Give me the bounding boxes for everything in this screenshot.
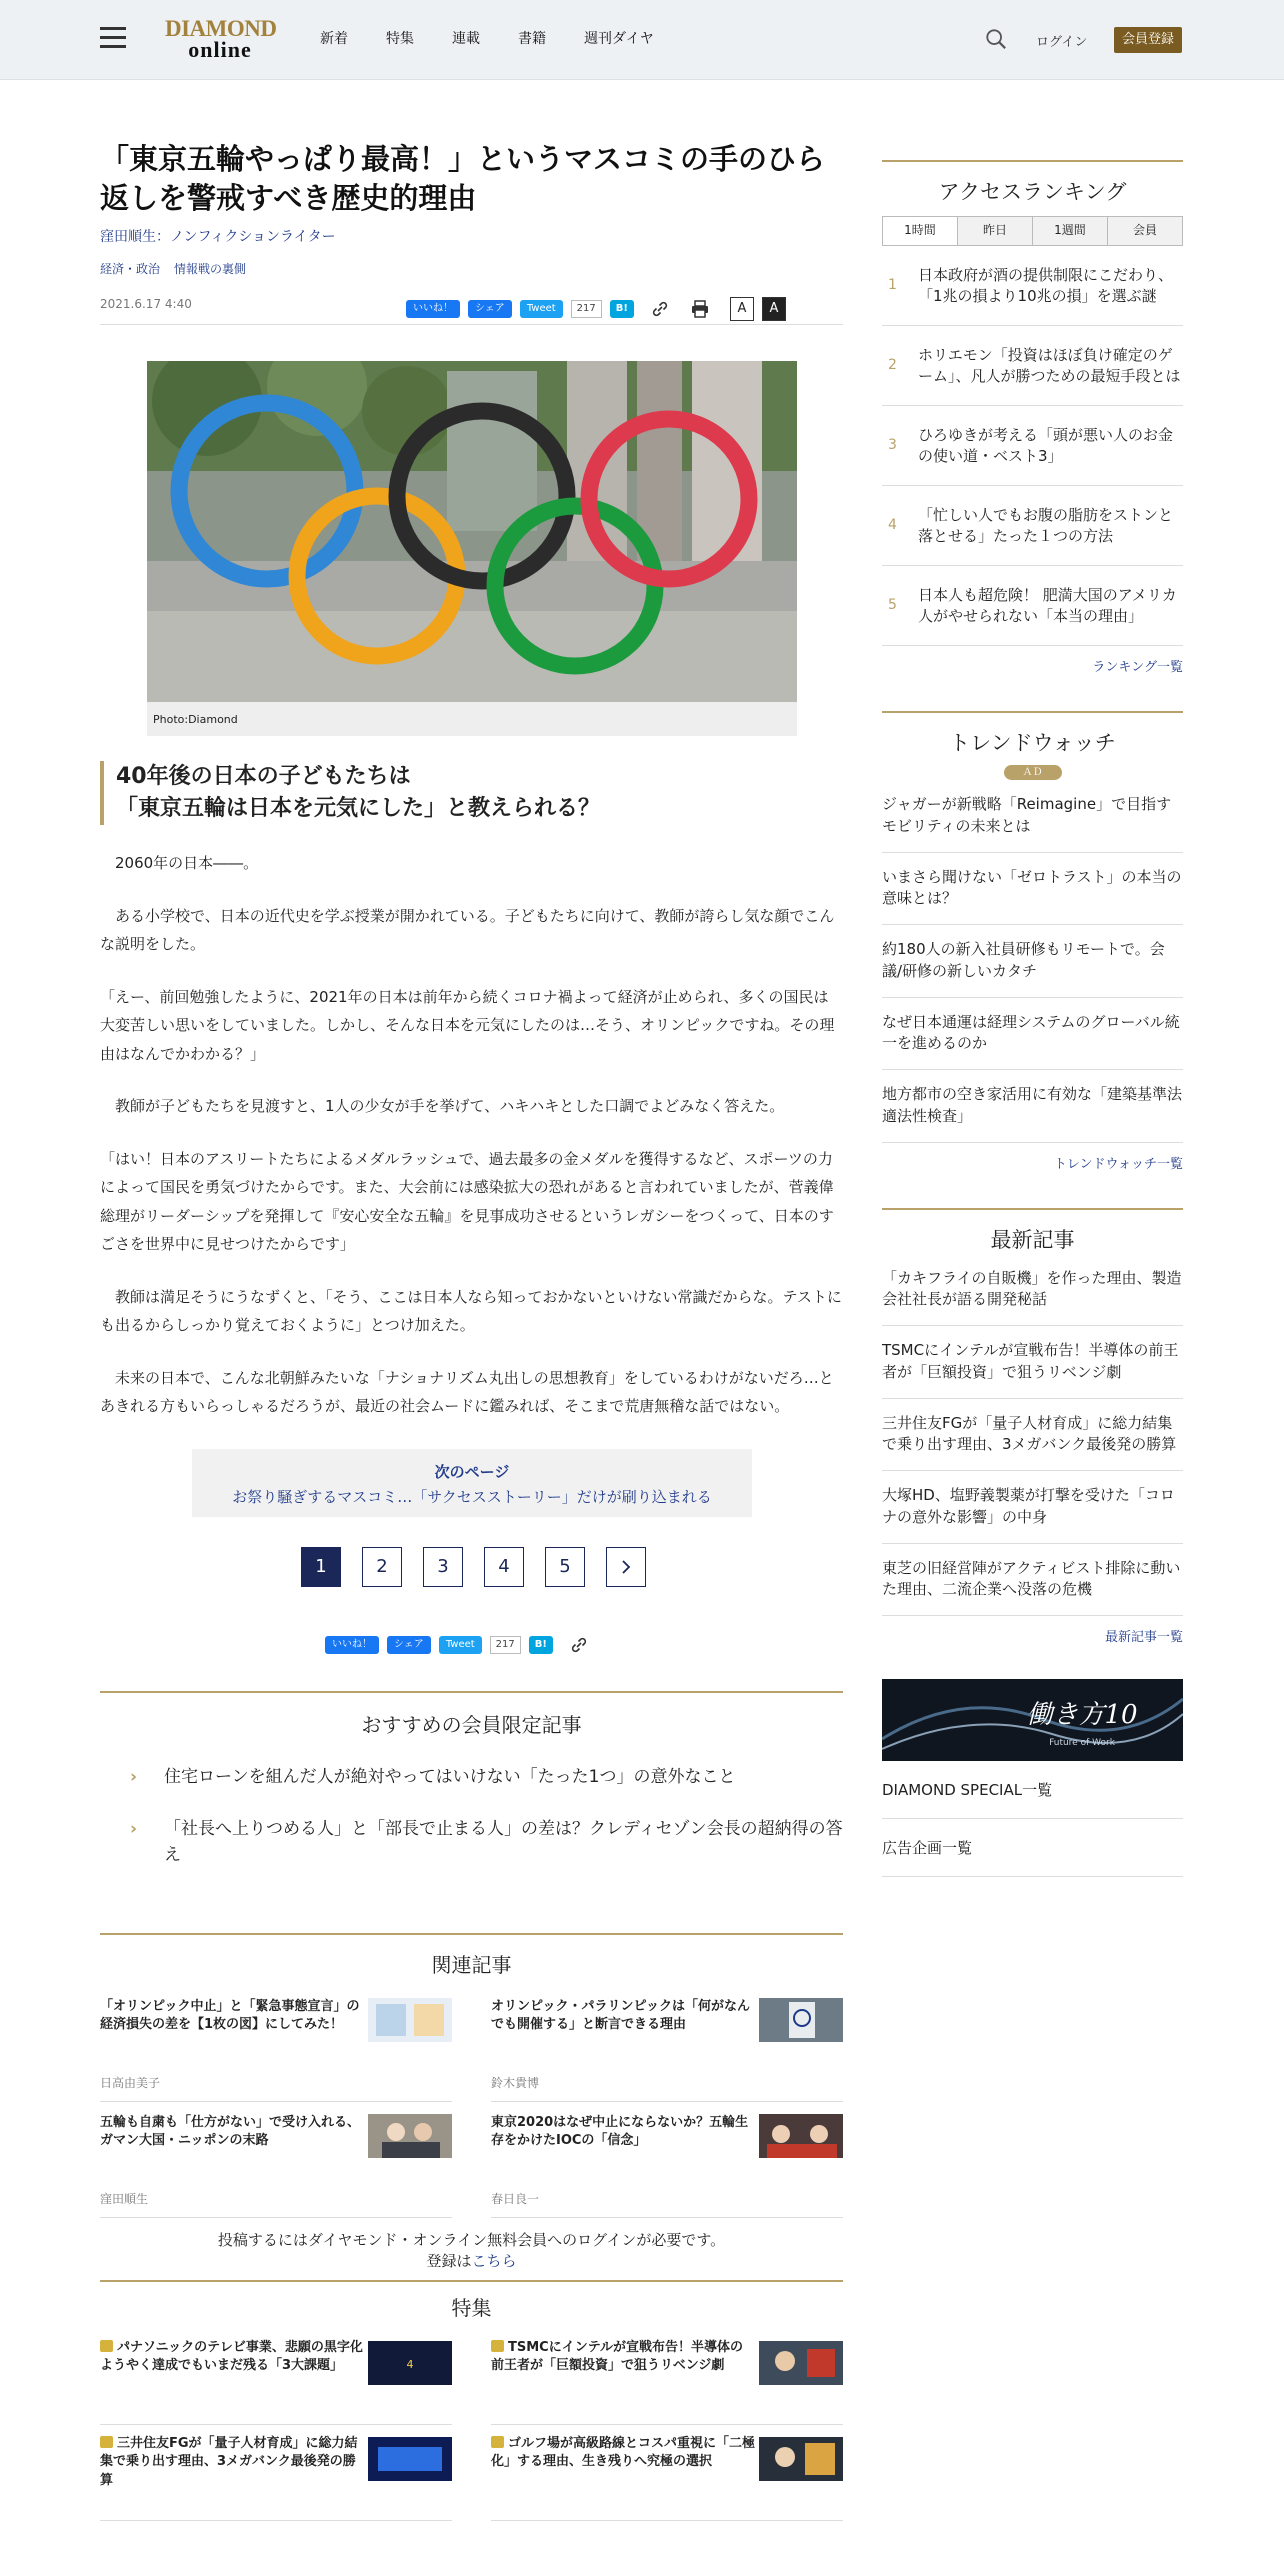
sidebar xyxy=(882,160,1183,1877)
feature-item[interactable] xyxy=(100,2425,452,2521)
page-button-5[interactable]: 5 xyxy=(545,1547,585,1587)
search-icon[interactable] xyxy=(985,28,1007,50)
rank-number: 3 xyxy=(888,436,897,453)
nav-item-feature[interactable]: 特集 xyxy=(386,31,414,47)
ranking-item[interactable] xyxy=(882,486,1183,566)
latest-item[interactable]: 三井住友FGが「量子人材育成」に総力結集で乗り出す理由、3メガバンク最後発の勝算 xyxy=(882,1399,1183,1472)
hatena-bookmark-button[interactable]: B! xyxy=(529,1636,553,1654)
feature-item-title: TSMCにインテルが宣戦布告！半導体の前王者が「巨額投資」で狙うリベンジ劇 xyxy=(491,2339,744,2374)
article-paragraph: 「えー、前回勉強したように、2021年の日本は前年から続くコロナ禍よって経済が止められ、多くの国民は大変苦しい思いをしていました。しかし、そんな日本を元気にしたのは…そう、オリンピックですね。その理由はなんでかわかる？」 xyxy=(100,987,835,1063)
tweet-count: 217 xyxy=(490,1636,521,1654)
article-categories xyxy=(100,260,843,277)
recommended-item[interactable] xyxy=(100,1764,843,1790)
recommended-section xyxy=(100,1691,843,1869)
main-nav xyxy=(320,28,654,48)
related-thumbnail xyxy=(368,1998,452,2042)
feature-item[interactable] xyxy=(100,2329,452,2425)
article-paragraph: 教師が子どもたちを見渡すと、1人の少女が手を挙げて、ハキハキとした口調でよどみなく答えた。 xyxy=(100,1097,785,1116)
nav-item-books[interactable]: 書籍 xyxy=(518,31,546,47)
feature-thumbnail xyxy=(368,2341,452,2385)
article-paragraph: 「はい！日本のアスリートたちによるメダルラッシュで、過去最多の金メダルを獲得するなど、スポーツの力によって国民を勇気づけたからです。また、大会前には感染拡大の恐れがあると言われていましたが、菅義偉総理がリーダーシップを発揮して『安心安全な五輪』を見事成功させるというレガシーをつくって、日本のすごさを世界中に見せつけたからです」 xyxy=(100,1149,834,1254)
pagination xyxy=(301,1547,843,1587)
article-main xyxy=(100,140,843,2521)
ranking-item[interactable] xyxy=(882,246,1183,326)
related-item[interactable] xyxy=(491,2102,843,2218)
print-icon[interactable] xyxy=(690,299,710,319)
related-item-author: 春日良一 xyxy=(491,2191,540,2206)
page-button-1[interactable]: 1 xyxy=(301,1547,341,1587)
latest-item[interactable]: 大塚HD、塩野義製薬が打撃を受けた「コロナの意外な影響」の中身 xyxy=(882,1471,1183,1544)
ranking-item-title: 日本人も超危険！ 肥満大国のアメリカ人がやせられない「本当の理由」 xyxy=(918,585,1177,625)
post-login-text: 投稿するにはダイヤモンド・オンライン無料会員へのログインが必要です。 xyxy=(217,2230,726,2249)
next-page-box[interactable] xyxy=(192,1449,752,1517)
rank-number: 1 xyxy=(888,276,897,293)
photo-credit: Photo:Diamond xyxy=(153,713,238,727)
banner-subtitle: Future of Work xyxy=(1049,1738,1115,1748)
diamond-special-link[interactable]: DIAMOND SPECIAL一覧 xyxy=(882,1761,1183,1819)
nav-item-series[interactable]: 連載 xyxy=(452,31,480,47)
related-item-title: 東京2020はなぜ中止にならないか？五輪生存をかけたIOCの「信念」 xyxy=(491,2114,749,2149)
latest-item[interactable]: 「カキフライの自販機」を作った理由、製造会社社長が語る開発秘話 xyxy=(882,1254,1183,1327)
related-item[interactable] xyxy=(100,2102,452,2218)
page-button-4[interactable]: 4 xyxy=(484,1547,524,1587)
share-bar xyxy=(406,297,786,321)
subheading-line-2: 「東京五輪は日本を元気にした」と教えられる？ xyxy=(116,796,601,822)
latest-heading: 最新記事 xyxy=(990,1227,1075,1252)
register-prefix: 登録は xyxy=(426,2251,472,2270)
latest-item[interactable]: TSMCにインテルが宣戦布告！半導体の前王者が「巨額投資」で狙うリベンジ劇 xyxy=(882,1326,1183,1399)
article-paragraph: 教師は満足そうにうなずくと、「そう、ここは日本人なら知っておかないといけない常識だからな。テストにも出るからしっかり覚えておくように」とつけ加えた。 xyxy=(100,1287,842,1335)
feature-grid xyxy=(100,2329,843,2521)
feature-thumbnail xyxy=(759,2341,843,2385)
lock-icon xyxy=(491,2436,504,2448)
article-author[interactable]: 窪田順生：ノンフィクションライター xyxy=(100,229,336,246)
ad-planning-link[interactable]: 広告企画一覧 xyxy=(882,1819,1183,1877)
recommended-item-title: 「社長へ上りつめる人」と「部長で止まる人」の差は？クレディセゾン会長の超納得の答え xyxy=(164,1818,843,1866)
ranking-item-title: ひろゆきが考える「頭が悪い人のお金の使い道・ベスト3」 xyxy=(918,425,1174,465)
ranking-item[interactable] xyxy=(882,406,1183,486)
nav-item-weekly[interactable]: 週刊ダイヤ xyxy=(584,31,654,47)
next-page-button[interactable] xyxy=(606,1547,646,1587)
related-item-author: 窪田順生 xyxy=(100,2191,149,2206)
facebook-like-button[interactable]: いいね！ xyxy=(325,1636,379,1654)
logo-text-bottom: online xyxy=(188,37,252,62)
login-link[interactable]: ログイン xyxy=(1036,35,1088,50)
page-button-2[interactable]: 2 xyxy=(362,1547,402,1587)
related-item-author: 日高由美子 xyxy=(100,2075,161,2090)
rank-number: 4 xyxy=(888,516,897,533)
article-paragraph: 2060年の日本――。 xyxy=(100,854,259,873)
ranking-item-title: 日本政府が酒の提供制限にこだわり、「1兆の損より10兆の損」を選ぶ謎 xyxy=(918,265,1174,305)
feature-thumbnail xyxy=(759,2437,843,2481)
facebook-like-button[interactable]: いいね！ xyxy=(406,300,460,318)
ranking-item-title: ホリエモン「投資はほぼ負け確定のゲーム」、凡人が勝つための最短手段とは xyxy=(918,345,1181,385)
banner-title: 働き方10 xyxy=(1026,1700,1138,1730)
lock-icon xyxy=(100,2436,113,2448)
chevron-right-icon: › xyxy=(130,1766,138,1787)
ranking-box xyxy=(882,160,1183,675)
article-body xyxy=(100,849,843,1421)
article-paragraph: 未来の日本で、こんな北朝鮮みたいな「ナショナリズム丸出しの思想教育」をしているわけがないだろ…とあきれる方もいらっしゃるだろうが、最近の社会ムードに鑑みれば、そこまで荒唐無稽な話ではない。 xyxy=(100,1368,834,1416)
ranking-item-title: 「忙しい人でもお腹の脂肪をストンと落とせる」たった１つの方法 xyxy=(918,505,1174,545)
related-item-author: 鈴木貴博 xyxy=(491,2075,540,2090)
latest-more-link[interactable]: 最新記事一覧 xyxy=(1104,1630,1183,1645)
tab-yesterday[interactable]: 昨日 xyxy=(957,217,1032,245)
trend-heading: トレンドウォッチ xyxy=(949,731,1116,755)
facebook-share-button[interactable]: シェア xyxy=(468,300,512,318)
related-item-title: 「オリンピック中止」と「緊急事態宣言」の経済損失の差を【1枚の図】にしてみた！ xyxy=(100,1998,360,2033)
post-login-note xyxy=(100,2230,843,2272)
tab-member[interactable]: 会員 xyxy=(1107,217,1182,245)
rank-number: 2 xyxy=(888,356,897,373)
feature-item-title: ゴルフ場が高級路線とコスパ重視に「二極化」する理由、生き残りへ究極の選択 xyxy=(491,2435,756,2470)
share-bar-bottom xyxy=(325,1635,843,1655)
hamburger-menu-icon[interactable] xyxy=(100,27,126,51)
tweet-button[interactable]: Tweet xyxy=(520,300,563,318)
logo-text-top: DIAMOND xyxy=(165,16,277,41)
font-size-small-button[interactable]: A xyxy=(730,297,754,321)
recommended-item[interactable] xyxy=(100,1816,843,1869)
next-page-title[interactable]: お祭り騒ぎするマスコミ…「サクセスストーリー」だけが刷り込まれる xyxy=(232,1487,712,1506)
register-here-link[interactable]: こちら xyxy=(471,2251,517,2270)
related-thumbnail xyxy=(368,2114,452,2158)
future-of-work-banner[interactable] xyxy=(882,1679,1183,1761)
feature-section xyxy=(100,2280,843,2521)
related-item-title: 五輪も自粛も「仕方がない」で受け入れる、ガマン大国・ニッポンの末路 xyxy=(100,2114,361,2149)
trend-item[interactable]: なぜ日本通運は経理システムのグローバル統一を進めるのか xyxy=(882,998,1183,1071)
ad-badge: ＡＤ xyxy=(1004,765,1062,780)
site-header xyxy=(0,0,1284,80)
related-thumbnail xyxy=(759,2114,843,2158)
lock-icon xyxy=(491,2340,504,2352)
trend-more-link[interactable]: トレンドウォッチ一覧 xyxy=(1053,1156,1183,1172)
related-grid xyxy=(100,1986,843,2218)
feature-item-title: 三井住友FGが「量子人材育成」に総力結集で乗り出す理由、3メガバンク最後発の勝算 xyxy=(100,2435,358,2489)
facebook-share-button[interactable]: シェア xyxy=(387,1636,431,1654)
subheading-line-1: 40年後の日本の子どもたちは xyxy=(116,764,411,790)
recommended-heading: おすすめの会員限定記事 xyxy=(361,1712,582,1737)
trend-item[interactable]: 地方都市の空き家活用に有効な「建築基準法適法性検査」 xyxy=(882,1070,1183,1143)
ranking-more-link[interactable]: ランキング一覧 xyxy=(1092,660,1183,675)
article-meta-row xyxy=(100,287,843,325)
page-button-3[interactable]: 3 xyxy=(423,1547,463,1587)
feature-item[interactable] xyxy=(491,2425,843,2521)
nav-item-new[interactable]: 新着 xyxy=(320,31,348,47)
svg-text:4: 4 xyxy=(406,2357,414,2371)
tab-1week[interactable]: 1週間 xyxy=(1032,217,1107,245)
ranking-tabs xyxy=(882,216,1183,246)
related-section xyxy=(100,1933,843,2272)
related-heading: 関連記事 xyxy=(431,1952,512,1977)
ranking-item[interactable] xyxy=(882,326,1183,406)
font-size-large-button[interactable]: A xyxy=(762,297,786,321)
lock-icon xyxy=(100,2340,113,2352)
register-button[interactable]: 会員登録 xyxy=(1114,27,1182,53)
link-icon[interactable] xyxy=(650,299,670,319)
trend-box xyxy=(882,711,1183,1172)
rank-number: 5 xyxy=(888,596,897,613)
latest-item[interactable]: 東芝の旧経営陣がアクティビスト排除に動いた理由、二流企業へ没落の危機 xyxy=(882,1544,1183,1617)
trend-item[interactable]: いまさら聞けない「ゼロトラスト」の本当の意味とは？ xyxy=(882,853,1183,926)
article-subheading xyxy=(100,761,843,825)
category-link[interactable]: 経済・政治 xyxy=(100,262,161,277)
link-icon[interactable] xyxy=(569,1635,589,1655)
tab-1hour[interactable]: 1時間 xyxy=(883,217,957,245)
ranking-heading: アクセスランキング xyxy=(938,180,1127,204)
related-thumbnail xyxy=(759,1998,843,2042)
feature-item-title: パナソニックのテレビ事業、悲願の黒字化ようやく達成でもいまだ残る「3大課題」 xyxy=(100,2339,363,2374)
article-title: 「東京五輪やっぱり最高！」というマスコミの手のひら返しを警戒すべき歴史的理由 xyxy=(100,142,826,216)
chevron-right-icon xyxy=(619,1560,633,1574)
olympic-rings-image xyxy=(147,361,797,702)
trend-item[interactable]: 約180人の新入社員研修もリモートで。会議/研修の新しいカタチ xyxy=(882,925,1183,998)
feature-thumbnail xyxy=(368,2437,452,2481)
article-date: 2021.6.17 4:40 xyxy=(100,297,192,312)
feature-item[interactable] xyxy=(491,2329,843,2425)
category-link[interactable]: 情報戦の裏側 xyxy=(174,262,247,277)
hatena-bookmark-button[interactable]: B! xyxy=(610,300,634,318)
article-paragraph: ある小学校で、日本の近代史を学ぶ授業が開かれている。子どもたちに向けて、教師が誇らし気な顔でこんな説明をした。 xyxy=(100,906,835,954)
chevron-right-icon: › xyxy=(130,1818,138,1839)
article-photo xyxy=(147,361,797,736)
next-page-label: 次のページ xyxy=(434,1462,510,1481)
latest-box xyxy=(882,1208,1183,1646)
recommended-item-title: 住宅ローンを組んだ人が絶対やってはいけない「たった1つ」の意外なこと xyxy=(164,1766,736,1787)
site-logo[interactable] xyxy=(165,17,275,61)
ranking-item[interactable] xyxy=(882,566,1183,646)
tweet-button[interactable]: Tweet xyxy=(439,1636,482,1654)
related-item[interactable] xyxy=(100,1986,452,2102)
related-item-title: オリンピック・パラリンピックは「何がなんでも開催する」と断言できる理由 xyxy=(491,1998,750,2033)
tweet-count: 217 xyxy=(571,300,602,318)
feature-heading: 特集 xyxy=(451,2295,492,2320)
related-item[interactable] xyxy=(491,1986,843,2102)
trend-item[interactable]: ジャガーが新戦略「Reimagine」で目指すモビリティの未来とは xyxy=(882,780,1183,853)
